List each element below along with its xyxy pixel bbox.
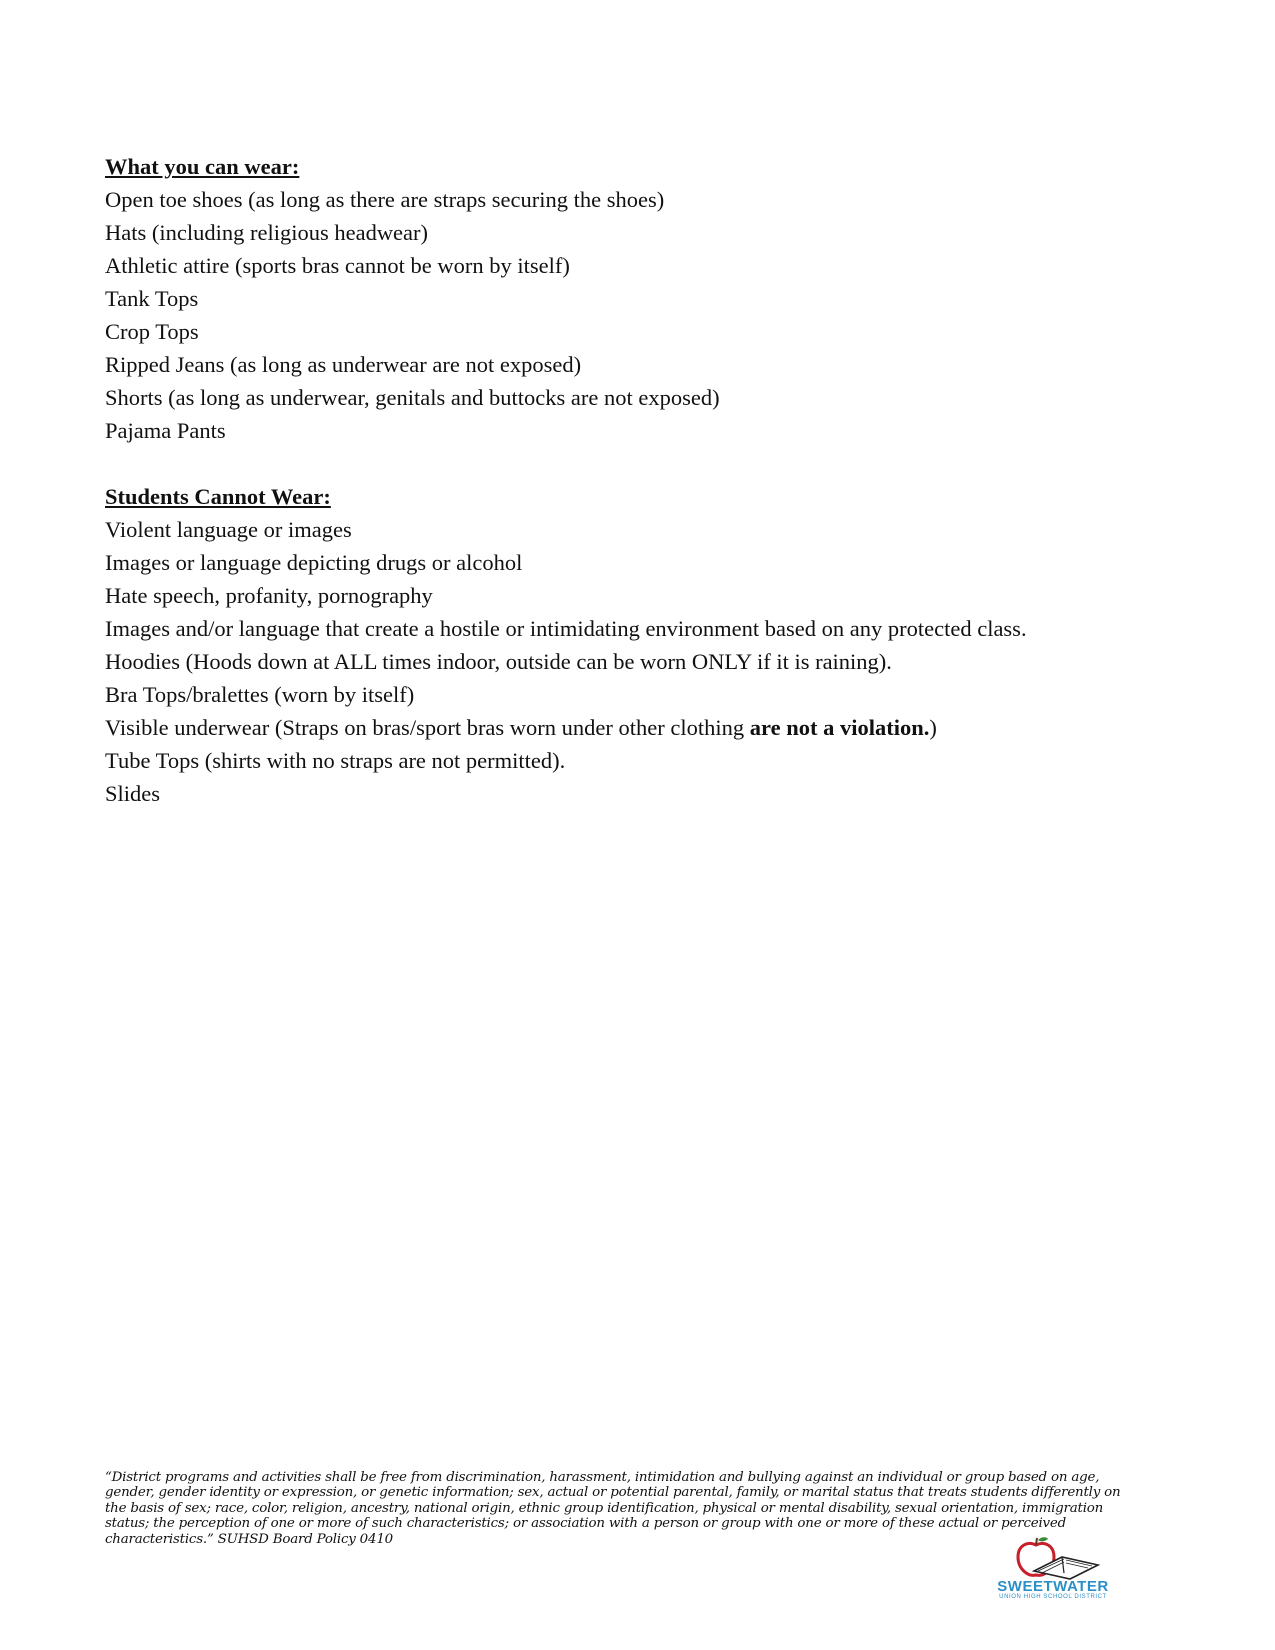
list-item: Pajama Pants (105, 418, 226, 443)
underwear-bold-text: are not a violation. (749, 715, 930, 740)
sweetwater-logo (978, 1535, 1128, 1607)
list-item: Ripped Jeans (as long as underwear are not exposed) (105, 352, 582, 377)
list-item: Violent language or images (105, 517, 352, 542)
cannot-wear-list (105, 513, 1185, 810)
footer-line: the basis of sex; race, color, religion, ancestry, national origin, ethnic group identification, physical or mental disability, sexual orientation, immigration (105, 1500, 1104, 1516)
list-item: Images or language depicting drugs or alcohol (105, 550, 523, 575)
list-item: Athletic attire (sports bras cannot be worn by itself) (105, 253, 570, 278)
logo-name: SWEETWATER (997, 1578, 1109, 1595)
apple-book-icon (978, 1535, 1128, 1581)
can-wear-list (105, 183, 1185, 447)
dress-code-content (105, 150, 1185, 810)
list-item: Images and/or language that create a hostile or intimidating environment based on any protected class. (105, 616, 1027, 641)
list-item: Slides (105, 781, 161, 806)
footer-line: characteristics.” SUHSD Board Policy 0410 (105, 1531, 393, 1547)
footer-line: status; the perception of one or more of such characteristics; or association with a person or group with one or more of these actual or perceived (105, 1516, 1067, 1532)
section-spacer (105, 447, 1185, 480)
list-item: Hoodies (Hoods down at ALL times indoor, outside can be worn ONLY if it is raining). (105, 649, 892, 674)
footer-line: gender, gender identity or expression, or genetic information; sex, actual or potential parental, family, or marital status that treats students differently on (105, 1485, 1121, 1501)
list-item: Open toe shoes (as long as there are straps securing the shoes) (105, 187, 665, 212)
list-item: Tank Tops (105, 286, 199, 311)
list-item: Hats (including religious headwear) (105, 220, 429, 245)
logo-subtitle: UNION HIGH SCHOOL DISTRICT (999, 1594, 1107, 1600)
list-item: Tube Tops (shirts with no straps are not permitted). (105, 748, 566, 773)
cannot-wear-heading: Students Cannot Wear: (105, 484, 331, 509)
underwear-close-paren: ) (929, 715, 937, 740)
list-item: Bra Tops/bralettes (worn by itself) (105, 682, 415, 707)
footer-line: “District programs and activities shall be free from discrimination, harassment, intimidation and bullying against an individual or group based on age, (105, 1470, 1100, 1485)
list-item-visible-underwear (105, 711, 1185, 744)
list-item: Shorts (as long as underwear, genitals and buttocks are not exposed) (105, 385, 720, 410)
underwear-text: Visible underwear (Straps on bras/sport bras worn under other clothing (105, 715, 750, 740)
can-wear-heading: What you can wear: (105, 154, 300, 179)
list-item: Crop Tops (105, 319, 199, 344)
list-item: Hate speech, profanity, pornography (105, 583, 433, 608)
